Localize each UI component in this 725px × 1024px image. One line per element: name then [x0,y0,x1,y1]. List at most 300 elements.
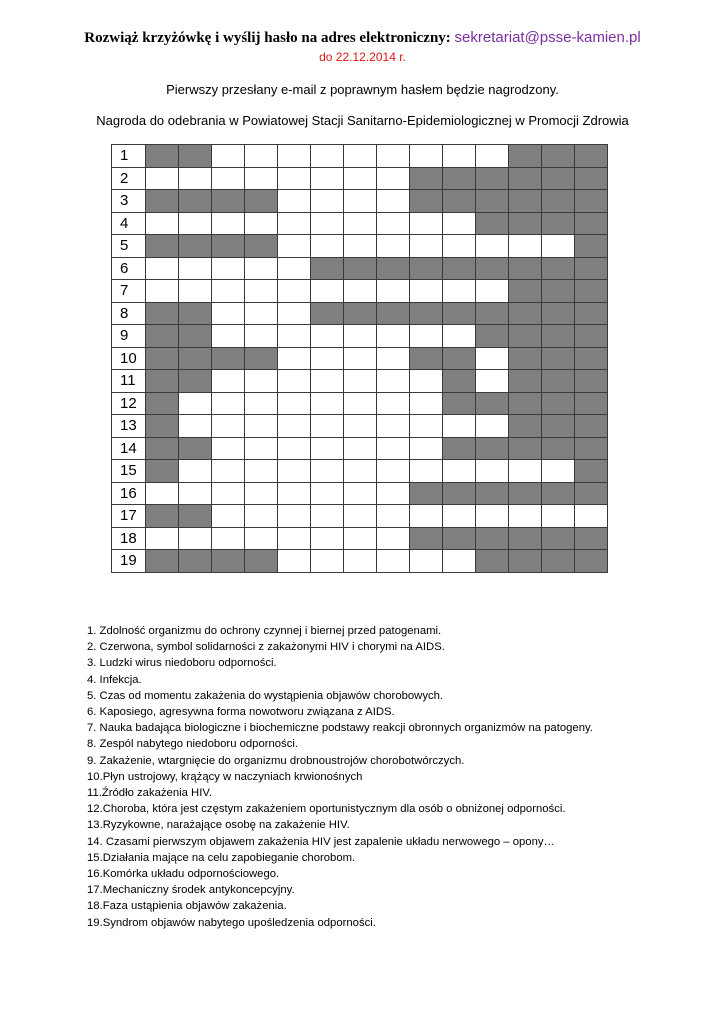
blocked-cell [410,482,443,505]
blocked-cell [443,257,476,280]
answer-cell[interactable] [179,167,212,190]
answer-cell[interactable] [179,482,212,505]
answer-cell[interactable] [476,370,509,393]
answer-cell[interactable] [575,505,608,528]
blocked-cell [344,302,377,325]
answer-cell[interactable] [344,167,377,190]
blocked-cell [509,325,542,348]
blocked-cell [575,167,608,190]
answer-cell[interactable] [212,325,245,348]
blocked-cell [575,392,608,415]
answer-cell[interactable] [245,212,278,235]
answer-cell[interactable] [377,550,410,573]
answer-cell[interactable] [212,302,245,325]
blocked-cell [476,257,509,280]
answer-cell[interactable] [278,370,311,393]
row-number: 5 [112,235,146,258]
blocked-cell [179,370,212,393]
blocked-cell [575,550,608,573]
blocked-cell [179,347,212,370]
answer-cell[interactable] [278,212,311,235]
answer-cell[interactable] [509,505,542,528]
blocked-cell [179,325,212,348]
answer-cell[interactable] [212,280,245,303]
crossword-row [112,145,608,168]
row-number: 8 [112,302,146,325]
clue-item: 17.Mechaniczny środek antykoncepcyjny. [87,884,295,897]
blocked-cell [410,190,443,213]
row-number: 1 [112,145,146,168]
blocked-cell [542,280,575,303]
answer-cell[interactable] [443,415,476,438]
blocked-cell [575,437,608,460]
row-number: 13 [112,415,146,438]
crossword-row [112,370,608,393]
answer-cell[interactable] [410,280,443,303]
answer-cell[interactable] [410,415,443,438]
blocked-cell [179,550,212,573]
blocked-cell [509,280,542,303]
clue-item: 10.Płyn ustrojowy, krążący w naczyniach krwionośnych [87,770,363,783]
answer-cell[interactable] [377,527,410,550]
answer-cell[interactable] [245,482,278,505]
blocked-cell [542,167,575,190]
blocked-cell [179,302,212,325]
answer-cell[interactable] [146,257,179,280]
answer-cell[interactable] [245,370,278,393]
answer-cell[interactable] [311,460,344,483]
crossword-row [112,527,608,550]
crossword-row [112,302,608,325]
email-link[interactable]: sekretariat@psse-kamien.pl [454,29,641,46]
answer-cell[interactable] [344,145,377,168]
answer-cell[interactable] [278,527,311,550]
answer-cell[interactable] [245,302,278,325]
answer-cell[interactable] [476,145,509,168]
answer-cell[interactable] [377,145,410,168]
answer-cell[interactable] [278,145,311,168]
blocked-cell [410,347,443,370]
answer-cell[interactable] [476,235,509,258]
row-number: 3 [112,190,146,213]
blocked-cell [476,325,509,348]
answer-cell[interactable] [443,145,476,168]
answer-cell[interactable] [278,325,311,348]
blocked-cell [179,190,212,213]
answer-cell[interactable] [344,325,377,348]
blocked-cell [146,302,179,325]
answer-cell[interactable] [212,482,245,505]
clue-item: 1. Zdolność organizmu do ochrony czynnej i biernej przed patogenami. [87,625,442,637]
answer-cell[interactable] [311,212,344,235]
blocked-cell [311,302,344,325]
answer-cell[interactable] [146,527,179,550]
answer-cell[interactable] [278,505,311,528]
answer-cell[interactable] [344,415,377,438]
row-number: 18 [112,527,146,550]
answer-cell[interactable] [410,325,443,348]
blocked-cell [542,370,575,393]
blocked-cell [443,302,476,325]
clue-item: 6. Kaposiego, agresywna forma nowotworu związana z AIDS. [87,706,395,719]
answer-cell[interactable] [377,460,410,483]
blocked-cell [212,550,245,573]
blocked-cell [245,190,278,213]
answer-cell[interactable] [278,482,311,505]
answer-cell[interactable] [410,550,443,573]
answer-cell[interactable] [509,460,542,483]
answer-cell[interactable] [278,167,311,190]
blocked-cell [146,190,179,213]
crossword-row [112,280,608,303]
answer-cell[interactable] [443,325,476,348]
blocked-cell [245,347,278,370]
blocked-cell [410,527,443,550]
answer-cell[interactable] [377,370,410,393]
answer-cell[interactable] [278,437,311,460]
blocked-cell [575,212,608,235]
answer-cell[interactable] [410,437,443,460]
answer-cell[interactable] [212,167,245,190]
answer-cell[interactable] [245,167,278,190]
answer-cell[interactable] [212,257,245,280]
blocked-cell [509,257,542,280]
blocked-cell [245,550,278,573]
blocked-cell [344,257,377,280]
answer-cell[interactable] [179,392,212,415]
row-number: 7 [112,280,146,303]
row-number: 15 [112,460,146,483]
clue-item: 11.Źródło zakażenia HIV. [87,787,212,800]
answer-cell[interactable] [245,325,278,348]
answer-cell[interactable] [377,347,410,370]
answer-cell[interactable] [212,527,245,550]
blocked-cell [245,235,278,258]
answer-cell[interactable] [542,235,575,258]
answer-cell[interactable] [410,392,443,415]
blocked-cell [542,190,575,213]
answer-cell[interactable] [245,280,278,303]
answer-cell[interactable] [212,460,245,483]
blocked-cell [575,370,608,393]
answer-cell[interactable] [179,280,212,303]
blocked-cell [410,302,443,325]
blocked-cell [146,505,179,528]
blocked-cell [212,235,245,258]
answer-cell[interactable] [344,212,377,235]
answer-cell[interactable] [146,482,179,505]
prize-info-line: Pierwszy przesłany e-mail z poprawnym hasłem będzie nagrodzony. [166,82,559,97]
blocked-cell [179,437,212,460]
answer-cell[interactable] [311,482,344,505]
blocked-cell [476,392,509,415]
answer-cell[interactable] [311,437,344,460]
answer-cell[interactable] [179,257,212,280]
answer-cell[interactable] [278,302,311,325]
answer-cell[interactable] [311,167,344,190]
answer-cell[interactable] [377,190,410,213]
blocked-cell [509,550,542,573]
blocked-cell [509,145,542,168]
answer-cell[interactable] [311,347,344,370]
answer-cell[interactable] [311,415,344,438]
blocked-cell [575,460,608,483]
answer-cell[interactable] [212,505,245,528]
blocked-cell [443,392,476,415]
answer-cell[interactable] [278,550,311,573]
answer-cell[interactable] [476,347,509,370]
blocked-cell [542,482,575,505]
answer-cell[interactable] [278,235,311,258]
clue-item: 4. Infekcja. [87,673,142,686]
answer-cell[interactable] [311,505,344,528]
answer-cell[interactable] [377,167,410,190]
answer-cell[interactable] [509,235,542,258]
answer-cell[interactable] [278,190,311,213]
clue-item: 7. Nauka badająca biologiczne i biochemiczne podstawy reakcji obronnych organizmów na patogeny. [87,722,593,735]
answer-cell[interactable] [146,212,179,235]
blocked-cell [146,347,179,370]
answer-cell[interactable] [311,280,344,303]
blocked-cell [509,212,542,235]
row-number: 11 [112,370,146,393]
blocked-cell [476,302,509,325]
blocked-cell [146,370,179,393]
title-text: Rozwiąż krzyżówkę i wyślij hasło na adres elektroniczny: [84,30,455,46]
deadline-text: do 22.12.2014 r. [319,50,406,64]
blocked-cell [542,325,575,348]
crossword-row [112,437,608,460]
blocked-cell [476,437,509,460]
answer-cell[interactable] [179,415,212,438]
answer-cell[interactable] [377,482,410,505]
clue-item: 5. Czas od momentu zakażenia do wystąpienia objawów chorobowych. [87,689,444,702]
answer-cell[interactable] [311,235,344,258]
blocked-cell [146,392,179,415]
answer-cell[interactable] [212,392,245,415]
clue-item: 12.Choroba, która jest częstym zakażeniem oportunistycznym dla osób o obniżonej odporności. [87,803,566,816]
answer-cell[interactable] [377,212,410,235]
row-number: 4 [112,212,146,235]
answer-cell[interactable] [278,392,311,415]
clue-item: 15.Działania mające na celu zapobieganie chorobom. [87,851,356,864]
row-number: 6 [112,257,146,280]
answer-cell[interactable] [278,460,311,483]
blocked-cell [179,235,212,258]
answer-cell[interactable] [410,145,443,168]
answer-cell[interactable] [212,415,245,438]
blocked-cell [542,415,575,438]
blocked-cell [377,302,410,325]
answer-cell[interactable] [410,212,443,235]
blocked-cell [179,145,212,168]
blocked-cell [542,550,575,573]
blocked-cell [443,437,476,460]
blocked-cell [410,167,443,190]
answer-cell[interactable] [476,505,509,528]
row-number: 2 [112,167,146,190]
answer-cell[interactable] [344,550,377,573]
blocked-cell [509,415,542,438]
blocked-cell [476,550,509,573]
row-number: 16 [112,482,146,505]
answer-cell[interactable] [377,392,410,415]
answer-cell[interactable] [245,460,278,483]
blocked-cell [377,257,410,280]
answer-cell[interactable] [377,505,410,528]
blocked-cell [575,302,608,325]
answer-cell[interactable] [278,257,311,280]
blocked-cell [146,550,179,573]
crossword-row [112,167,608,190]
crossword-row [112,235,608,258]
answer-cell[interactable] [410,505,443,528]
answer-cell[interactable] [344,347,377,370]
answer-cell[interactable] [212,145,245,168]
answer-cell[interactable] [476,415,509,438]
answer-cell[interactable] [542,505,575,528]
blocked-cell [575,527,608,550]
answer-cell[interactable] [443,212,476,235]
answer-cell[interactable] [146,280,179,303]
answer-cell[interactable] [476,280,509,303]
blocked-cell [542,437,575,460]
answer-cell[interactable] [443,550,476,573]
answer-cell[interactable] [344,527,377,550]
answer-cell[interactable] [179,460,212,483]
answer-cell[interactable] [377,325,410,348]
blocked-cell [146,460,179,483]
answer-cell[interactable] [311,145,344,168]
answer-cell[interactable] [443,235,476,258]
answer-cell[interactable] [311,325,344,348]
page-title [0,29,725,47]
blocked-cell [476,167,509,190]
answer-cell[interactable] [443,280,476,303]
blocked-cell [443,370,476,393]
answer-cell[interactable] [212,370,245,393]
blocked-cell [476,212,509,235]
answer-cell[interactable] [377,235,410,258]
row-number: 12 [112,392,146,415]
answer-cell[interactable] [410,460,443,483]
answer-cell[interactable] [443,505,476,528]
answer-cell[interactable] [344,235,377,258]
crossword-row [112,347,608,370]
blocked-cell [476,482,509,505]
row-number: 17 [112,505,146,528]
blocked-cell [575,347,608,370]
answer-cell[interactable] [344,190,377,213]
blocked-cell [509,482,542,505]
answer-cell[interactable] [212,212,245,235]
row-number: 9 [112,325,146,348]
answer-cell[interactable] [278,347,311,370]
answer-cell[interactable] [377,415,410,438]
answer-cell[interactable] [245,505,278,528]
answer-cell[interactable] [311,527,344,550]
answer-cell[interactable] [542,460,575,483]
row-number: 10 [112,347,146,370]
answer-cell[interactable] [245,527,278,550]
crossword-row [112,460,608,483]
blocked-cell [410,257,443,280]
answer-cell[interactable] [443,460,476,483]
answer-cell[interactable] [278,280,311,303]
answer-cell[interactable] [311,392,344,415]
answer-cell[interactable] [377,437,410,460]
blocked-cell [476,527,509,550]
crossword-row [112,257,608,280]
answer-cell[interactable] [344,437,377,460]
clue-item: 13.Ryzykowne, narażające osobę na zakażenie HIV. [87,819,350,832]
blocked-cell [509,527,542,550]
clue-item: 2. Czerwona, symbol solidarności z zakażonymi HIV i chorymi na AIDS. [87,641,445,654]
answer-cell[interactable] [344,280,377,303]
answer-cell[interactable] [212,437,245,460]
blocked-cell [146,325,179,348]
blocked-cell [443,167,476,190]
blocked-cell [542,257,575,280]
blocked-cell [509,302,542,325]
answer-cell[interactable] [179,527,212,550]
clue-item: 14. Czasami pierwszym objawem zakażenia HIV jest zapalenie układu nerwowego – opony… [87,835,555,848]
clue-item: 8. Zespól nabytego niedoboru odporności. [87,738,299,751]
answer-cell[interactable] [245,257,278,280]
answer-cell[interactable] [344,505,377,528]
answer-cell[interactable] [278,415,311,438]
answer-cell[interactable] [344,482,377,505]
blocked-cell [509,347,542,370]
blocked-cell [542,527,575,550]
blocked-cell [179,505,212,528]
blocked-cell [146,235,179,258]
answer-cell[interactable] [410,370,443,393]
answer-cell[interactable] [410,235,443,258]
blocked-cell [443,190,476,213]
blocked-cell [542,347,575,370]
answer-cell[interactable] [344,460,377,483]
crossword-row [112,392,608,415]
answer-cell[interactable] [146,167,179,190]
answer-cell[interactable] [311,550,344,573]
blocked-cell [509,167,542,190]
blocked-cell [575,482,608,505]
blocked-cell [443,482,476,505]
crossword-row [112,505,608,528]
answer-cell[interactable] [245,437,278,460]
blocked-cell [311,257,344,280]
answer-cell[interactable] [311,370,344,393]
blocked-cell [575,145,608,168]
crossword-row [112,325,608,348]
answer-cell[interactable] [245,392,278,415]
blocked-cell [575,257,608,280]
answer-cell[interactable] [377,280,410,303]
blocked-cell [476,190,509,213]
clue-item: 3. Ludzki wirus niedoboru odporności. [87,657,277,670]
blocked-cell [575,325,608,348]
answer-cell[interactable] [476,460,509,483]
answer-cell[interactable] [311,190,344,213]
answer-cell[interactable] [245,415,278,438]
answer-cell[interactable] [344,392,377,415]
blocked-cell [575,190,608,213]
answer-cell[interactable] [179,212,212,235]
blocked-cell [575,415,608,438]
answer-cell[interactable] [344,370,377,393]
answer-cell[interactable] [245,145,278,168]
